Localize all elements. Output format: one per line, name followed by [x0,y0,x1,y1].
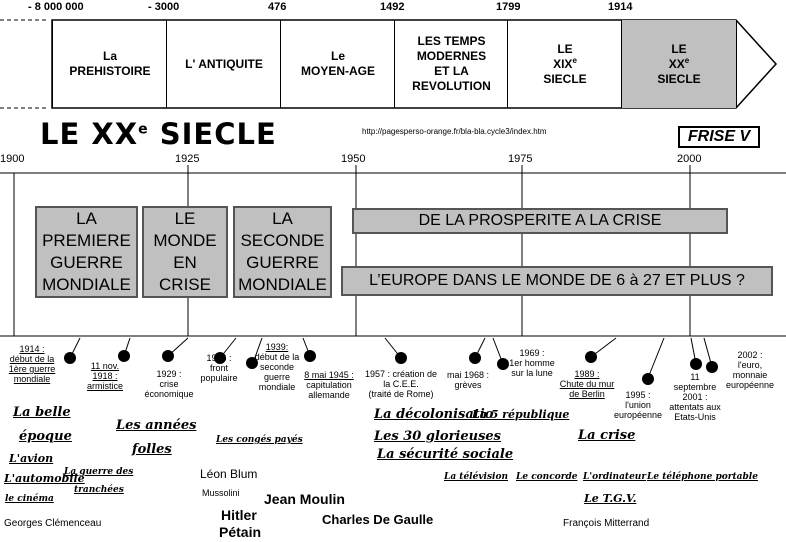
event-dot-1945 [304,350,316,362]
era-label: La PREHISTOIRE [69,49,151,78]
timeline-year: 1975 [508,153,533,165]
period-prosperity-crisis: DE LA PROSPERITE A LA CRISE [352,208,728,234]
theme-automobile: L'automobile [4,472,85,485]
page-title: LE XXe SIECLE [40,117,277,151]
person-mitterrand: François Mitterrand [563,518,650,529]
era-temps-modernes [394,20,508,108]
event-dot-1929 [162,350,174,362]
period-europe: L’EUROPE DANS LE MONDE DE 6 à 27 ET PLUS ? [341,266,773,296]
era-prehistoire [52,20,167,108]
event-1995: 1995 : l'union européenne [613,390,663,420]
top-year: 1914 [608,1,633,13]
theme-belle-epoque-2: époque [19,429,72,444]
event-dot-1914 [64,352,76,364]
person-hitler: Hitler [221,507,257,523]
era-label: Le MOYEN-AGE [300,49,375,78]
event-1914: 1914 : début de la 1ère guerre mondiale [8,344,56,384]
top-year: 1492 [380,1,405,13]
event-dot-1957 [395,352,407,364]
theme-belle-epoque-1: La belle [13,405,71,420]
theme-annees-folles-2: folles [132,442,172,457]
timeline-year: 1900 [0,153,25,165]
event-2002: 2002 : l'euro, monnaie européenne [725,350,775,390]
period-second-world-war: LA SECONDE GUERRE MONDIALE [233,206,332,298]
source-url: http://pagesperso-orange.fr/bla-bla.cycle3/index.htm [362,127,547,136]
theme-conges-payes: Les congés payés [216,435,303,445]
person-mussolini: Mussolini [202,488,240,498]
era-xx-siecle [621,20,737,108]
person-petain: Pétain [219,524,262,540]
era-label: LES TEMPS MODERNES ET LA REVOLUTION [412,34,491,93]
timeline-year: 1925 [175,153,200,165]
top-year: - 3000 [148,1,180,13]
era-label: LE XIXe SIECLE [543,41,587,86]
theme-annees-folles-1: Les années [116,418,197,433]
period-world-crisis: LE MONDE EN CRISE [142,206,228,298]
event-1989: 1989 : Chute du mur de Berlin [559,369,615,399]
event-dot-2001 [690,358,702,370]
theme-tgv: Le T.G.V. [584,492,637,505]
person-moulin: Jean Moulin [264,491,345,507]
theme-securite-sociale: La sécurité sociale [377,447,514,462]
event-dot-1989 [585,351,597,363]
event-dot-1995 [642,373,654,385]
event-1936: 1936 : front populaire [200,353,238,383]
top-year: 1799 [496,1,521,13]
era-moyen-age [280,20,395,108]
era-label: LE XXe SIECLE [657,41,701,86]
top-year: 476 [268,1,287,13]
theme-ordinateur: L'ordinateur [583,472,647,482]
event-1945: 8 mai 1945 : capitulation allemande [304,370,354,400]
era-antiquite [166,20,281,108]
timeline-year: 1950 [341,153,366,165]
event-1918: 11 nov. 1918 : armistice [86,361,123,391]
event-2001: 11 septembre 2001 : attentats aux Etats-Unis [669,372,721,422]
event-1968: mai 1968 : grèves [446,370,490,390]
event-1957: 1957 : création de la C.E.E. (traité de Rome) [364,369,438,399]
theme-cinquieme-republique: La 5 république [472,408,570,421]
era-xix-siecle [507,20,622,108]
theme-trente-glorieuses: Les 30 glorieuses [374,429,501,444]
person-clemenceau: Georges Clémenceau [4,518,102,529]
theme-television: La télévision [444,472,509,482]
theme-concorde: Le concorde [516,472,578,482]
person-blum: Léon Blum [200,467,258,481]
theme-telephone-portable: Le téléphone portable [647,472,758,482]
event-dot-1968 [469,352,481,364]
timeline-year: 2000 [677,153,702,165]
event-1939: 1939: début de la seconde guerre mondiale [254,342,300,392]
event-1969: 1969 : 1er homme sur la lune [509,348,555,378]
person-de-gaulle: Charles De Gaulle [322,512,434,527]
theme-guerre-tranchees-1: La guerre des [64,467,134,477]
era-label: L' ANTIQUITE [185,56,263,71]
theme-decolonisation: La décolonisatio [374,407,494,422]
top-year: - 8 000 000 [28,1,84,13]
theme-crise: La crise [578,428,636,443]
theme-avion: L'avion [9,452,54,465]
period-first-world-war: LA PREMIERE GUERRE MONDIALE [35,206,138,298]
event-1929: 1929 : crise économique [144,369,194,399]
theme-guerre-tranchees-2: tranchées [74,485,124,495]
frise-label: FRISE V [678,126,760,148]
theme-cinema: le cinéma [5,494,54,504]
